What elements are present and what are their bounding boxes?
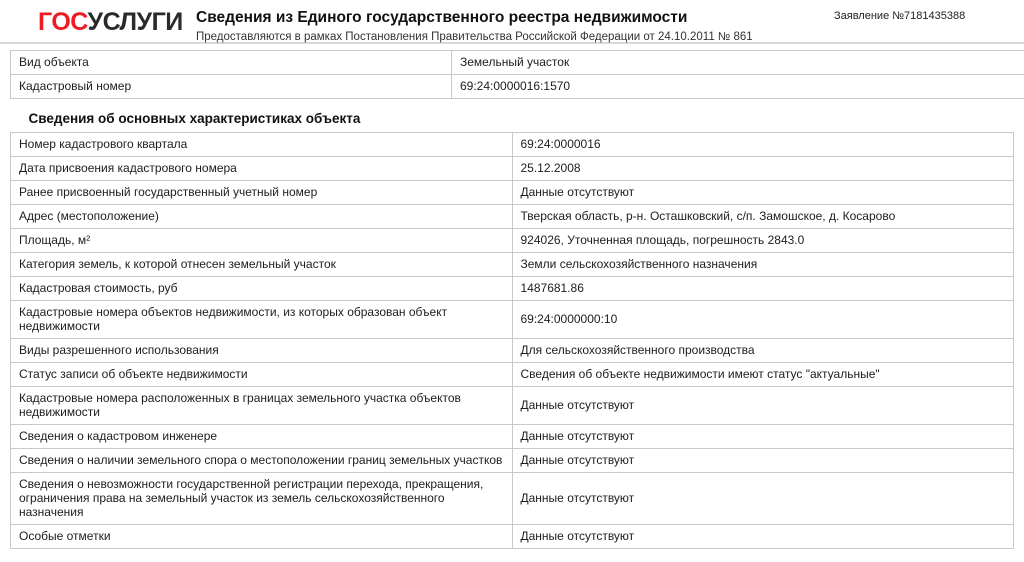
row-label: Кадастровые номера расположенных в границах земельного участка объектов недвижимости [11,387,513,425]
row-value: 1487681.86 [512,277,1014,301]
row-label: Адрес (местоположение) [11,205,513,229]
top-info-table [10,50,1024,99]
table-row [11,253,1014,277]
row-value: Земельный участок [452,51,1024,75]
row-value: Для сельскохозяйственного производства [512,339,1014,363]
table-row [11,133,1014,157]
row-label: Кадастровые номера объектов недвижимости, из которых образован объект недвижимости [11,301,513,339]
row-label: Кадастровая стоимость, руб [11,277,513,301]
document-header [0,0,1024,44]
row-label: Категория земель, к которой отнесен земельный участок [11,253,513,277]
table-row [11,425,1014,449]
table-row [11,387,1014,425]
section-title: Сведения об основных характеристиках объекта [11,104,1014,133]
row-label: Дата присвоения кадастрового номера [11,157,513,181]
row-value: Сведения об объекте недвижимости имеют статус "актуальные" [512,363,1014,387]
row-label: Сведения о наличии земельного спора о местоположении границ земельных участков [11,449,513,473]
row-value: Данные отсутствуют [512,387,1014,425]
application-number: Заявление №7181435388 [834,10,966,22]
table-row [11,181,1014,205]
row-value: 69:24:0000016:1570 [452,75,1024,99]
row-label: Особые отметки [11,525,513,549]
row-value: 25.12.2008 [512,157,1014,181]
table-row [11,363,1014,387]
table-row [11,449,1014,473]
row-value: Данные отсутствуют [512,525,1014,549]
table-row [11,301,1014,339]
row-value: Земли сельскохозяйственного назначения [512,253,1014,277]
row-label: Сведения о кадастровом инженере [11,425,513,449]
row-value: Данные отсутствуют [512,449,1014,473]
table-row [11,157,1014,181]
main-info-body [11,99,1014,549]
table-row [11,205,1014,229]
table-row [11,473,1014,525]
row-value: Данные отсутствуют [512,473,1014,525]
row-value: Данные отсутствуют [512,425,1014,449]
header-title-block [196,8,826,44]
row-label: Ранее присвоенный государственный учетный номер [11,181,513,205]
table-row [11,51,1024,75]
section-heading-row [11,104,1014,133]
document-content [0,44,1024,549]
table-row [11,75,1024,99]
logo-text-uslugi: УСЛУГИ [87,8,183,36]
table-row [11,229,1014,253]
row-label: Номер кадастрового квартала [11,133,513,157]
row-label: Сведения о невозможности государственной регистрации перехода, прекращения, ограничения права на земельный участок из земель сельскохозяйственного назначения [11,473,513,525]
main-info-table [10,99,1014,549]
page-subtitle: Предоставляются в рамках Постановления Правительства Российской Федерации от 24.10.2011 № 861 [196,31,753,43]
row-value: Тверская область, р-н. Осташковский, с/п. Замошское, д. Косарово [512,205,1014,229]
row-label: Площадь, м² [11,229,513,253]
row-label: Статус записи об объекте недвижимости [11,363,513,387]
table-row [11,525,1014,549]
row-label: Виды разрешенного использования [11,339,513,363]
row-value: 924026, Уточненная площадь, погрешность 2843.0 [512,229,1014,253]
logo-text-gos: ГОС [38,8,88,36]
table-row [11,339,1014,363]
table-row [11,277,1014,301]
row-value: Данные отсутствуют [512,181,1014,205]
page-title: Сведения из Единого государственного реестра недвижимости [196,9,688,26]
row-label: Вид объекта [11,51,452,75]
gosuslugi-logo [0,8,196,36]
top-info-body [11,51,1024,99]
row-value: 69:24:0000000:10 [512,301,1014,339]
row-label: Кадастровый номер [11,75,452,99]
row-value: 69:24:0000016 [512,133,1014,157]
